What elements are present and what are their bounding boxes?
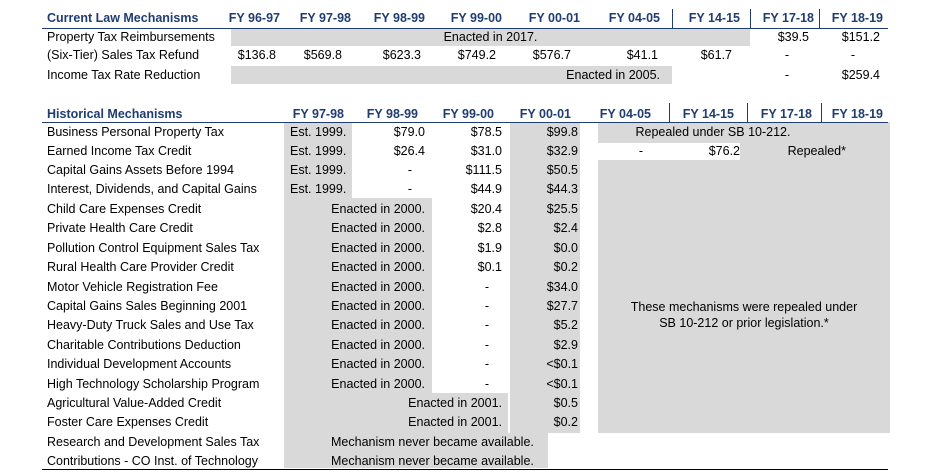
cell-value: -: [850, 48, 856, 62]
cell-value: $0.2: [553, 415, 578, 429]
col-header: FY 18-19: [831, 11, 883, 25]
est-note: Est. 1999.: [290, 182, 347, 196]
enacted-note: Enacted in 2000.: [331, 299, 425, 313]
cell-value: -: [784, 48, 790, 62]
cell-value: <$0.1: [546, 377, 578, 391]
cell-value: <$0.1: [546, 357, 578, 371]
cell-value: $34.0: [546, 280, 578, 294]
cell-value: $569.8: [303, 48, 342, 62]
row-label: Heavy-Duty Truck Sales and Use Tax: [47, 318, 254, 332]
col-header: FY 17-18: [762, 11, 814, 25]
cell-value: $41.1: [626, 48, 658, 62]
row-label: Research and Development Sales Tax: [47, 435, 260, 449]
enacted-note: Enacted in 2000.: [331, 357, 425, 371]
cell-value: $25.5: [546, 202, 578, 216]
cell-value: -: [784, 68, 790, 82]
row-label: High Technology Scholarship Program: [47, 377, 260, 391]
section-title-historical: Historical Mechanisms: [47, 107, 183, 121]
repealed-note: SB 10-212 or prior legislation.*: [659, 316, 829, 330]
est-note: Est. 1999.: [290, 125, 347, 139]
col-header: FY 98-99: [366, 107, 418, 121]
col-header: FY 97-98: [299, 11, 351, 25]
cell-value: -: [484, 280, 490, 294]
col-header: FY 96-97: [228, 11, 280, 25]
cell-value: -: [407, 163, 413, 177]
col-header: FY 14-15: [682, 107, 734, 121]
cell-value: $39.5: [777, 30, 809, 44]
col-header: FY 97-98: [292, 107, 344, 121]
cell-value: $61.7: [700, 48, 732, 62]
cell-value: $623.3: [382, 48, 421, 62]
cell-value: $1.9: [477, 241, 502, 255]
est-note: Est. 1999.: [290, 144, 347, 158]
cell-value: -: [484, 377, 490, 391]
enacted-note: Enacted in 2000.: [331, 260, 425, 274]
enacted-note: Enacted in 2000.: [331, 318, 425, 332]
col-header: FY 14-15: [688, 11, 740, 25]
cell-value: -: [484, 357, 490, 371]
row-label: Pollution Control Equipment Sales Tax: [47, 241, 260, 255]
cell-value: $0.0: [553, 241, 578, 255]
col-header: FY 18-19: [831, 107, 883, 121]
separator: [672, 9, 673, 28]
enacted-note: Enacted in 2000.: [331, 377, 425, 391]
cell-value: $26.4: [393, 144, 425, 158]
gray-block: [598, 160, 890, 433]
row-label: Income Tax Rate Reduction: [47, 68, 201, 82]
row-label: Capital Gains Sales Beginning 2001: [47, 299, 248, 313]
cell-value: $78.5: [470, 125, 502, 139]
cell-value: $0.1: [477, 260, 502, 274]
cell-value: -: [484, 338, 490, 352]
row-label: Business Personal Property Tax: [47, 125, 224, 139]
cell-value: $2.8: [477, 221, 502, 235]
cell-value: -: [484, 318, 490, 332]
repealed-note: Repealed under SB 10-212.: [635, 125, 791, 139]
row-label: Property Tax Reimbursements: [47, 30, 215, 44]
cell-value: $151.2: [841, 30, 880, 44]
cell-value: $32.9: [546, 144, 578, 158]
cell-value: $76.2: [708, 144, 740, 158]
cell-value: $576.7: [532, 48, 571, 62]
cell-value: -: [407, 182, 413, 196]
cell-value: $2.4: [553, 221, 578, 235]
cell-value: $79.0: [393, 125, 425, 139]
enacted-note: Enacted in 2000.: [331, 241, 425, 255]
cell-value: $259.4: [841, 68, 880, 82]
never-note: Mechanism never became available.: [331, 454, 534, 468]
cell-value: $749.2: [457, 48, 496, 62]
cell-value: $44.9: [470, 182, 502, 196]
row-label: Agricultural Value-Added Credit: [47, 396, 222, 410]
cell-value: $44.3: [546, 182, 578, 196]
col-header: FY 00-01: [528, 11, 580, 25]
row-label: Earned Income Tax Credit: [47, 144, 192, 158]
row-label: Foster Care Expenses Credit: [47, 415, 209, 429]
cell-value: $31.0: [470, 144, 502, 158]
col-header: FY 00-01: [519, 107, 571, 121]
row-label: Contributions - CO Inst. of Technology: [47, 454, 258, 468]
cell-value: $99.8: [546, 125, 578, 139]
separator: [821, 103, 822, 122]
enacted-note: Enacted in 2005.: [566, 68, 660, 82]
separator: [669, 103, 670, 122]
repealed-note: Repealed*: [787, 144, 846, 158]
row-label: Child Care Expenses Credit: [47, 202, 202, 216]
row-label: Private Health Care Credit: [47, 221, 193, 235]
row-label: Charitable Contributions Deduction: [47, 338, 241, 352]
enacted-note: Enacted in 2000.: [331, 221, 425, 235]
col-header: FY 98-99: [373, 11, 425, 25]
section-title-current: Current Law Mechanisms: [47, 11, 199, 25]
row-label: Capital Gains Assets Before 1994: [47, 163, 234, 177]
row-label: Motor Vehicle Registration Fee: [47, 280, 218, 294]
enacted-note: Enacted in 2000.: [331, 338, 425, 352]
cell-value: -: [638, 144, 644, 158]
enacted-note: Enacted in 2017.: [443, 30, 538, 44]
row-label: Individual Development Accounts: [47, 357, 232, 371]
col-header: FY 99-00: [442, 107, 494, 121]
cell-value: $136.8: [237, 48, 276, 62]
cell-value: -: [484, 299, 490, 313]
cell-value: $20.4: [470, 202, 502, 216]
cell-value: $0.5: [553, 396, 578, 410]
separator: [750, 9, 751, 28]
row-label: Rural Health Care Provider Credit: [47, 260, 234, 274]
cell-value: $50.5: [546, 163, 578, 177]
col-header: FY 99-00: [450, 11, 502, 25]
enacted-note: Enacted in 2000.: [331, 280, 425, 294]
cell-value: $2.9: [553, 338, 578, 352]
enacted-note: Enacted in 2001.: [408, 396, 502, 410]
est-note: Est. 1999.: [290, 163, 347, 177]
col-header: FY 17-18: [760, 107, 812, 121]
cell-value: $0.2: [553, 260, 578, 274]
col-header: FY 04-05: [599, 107, 651, 121]
never-note: Mechanism never became available.: [331, 435, 534, 449]
col-header: FY 04-05: [608, 11, 660, 25]
cell-value: $111.5: [465, 163, 502, 177]
repealed-note: These mechanisms were repealed under: [630, 300, 858, 314]
cell-value: $27.7: [546, 299, 578, 313]
enacted-note: Enacted in 2001.: [408, 415, 502, 429]
row-label: (Six-Tier) Sales Tax Refund: [47, 48, 200, 62]
row-label: Interest, Dividends, and Capital Gains: [47, 182, 257, 196]
separator: [819, 9, 820, 28]
separator: [747, 103, 748, 122]
cell-value: $5.2: [553, 318, 578, 332]
enacted-note: Enacted in 2000.: [331, 202, 425, 216]
